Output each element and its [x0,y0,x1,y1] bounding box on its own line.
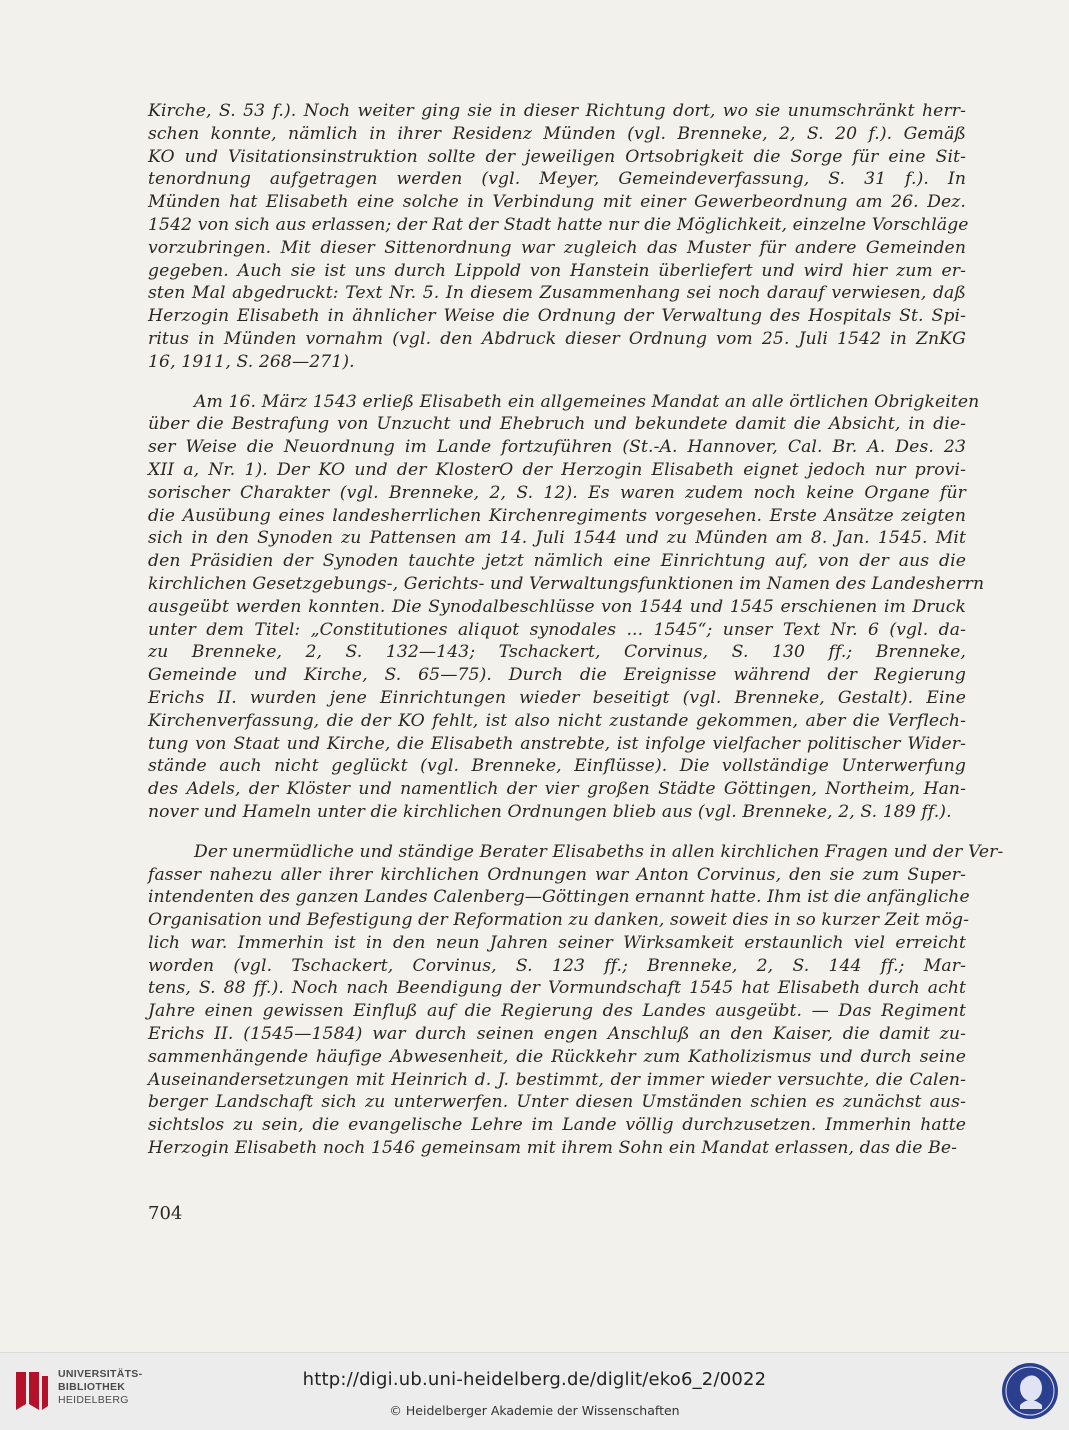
text-line: Kirchenverfassung, die der KO fehlt, ist also nicht zustande gekommen, aber die Verflech- [148,710,966,731]
text-line: schen konnte, nämlich in ihrer Residenz Münden (vgl. Brenneke, 2, S. 20 f.). Gemäß [148,123,966,144]
text-line: gegeben. Auch sie ist uns durch Lippold von Hanstein überliefert und wird hier zum er- [148,260,966,281]
text-line: ritus in Münden vornahm (vgl. den Abdruck dieser Ordnung vom 25. Juli 1542 in ZnKG [148,328,966,349]
library-name-line3: HEIDELBERG [58,1394,129,1406]
text-line: sorischer Charakter (vgl. Brenneke, 2, S. 12). Es waren zudem noch keine Organe für [148,482,966,503]
academy-emblem-icon[interactable] [1000,1361,1060,1421]
text-line: kirchlichen Gesetzgebungs-, Gerichts- und Verwaltungsfunktionen im Namen des Landesherrn [148,573,985,594]
text-line: Erichs II. (1545—1584) war durch seinen engen Anschluß an den Kaiser, die damit zu- [148,1024,966,1045]
text-line: tenordnung aufgetragen werden (vgl. Meyer, Gemeindeverfassung, S. 31 f.). In [148,169,966,190]
text-line: sichtslos zu sein, die evangelische Lehre im Lande völlig durchzusetzen. Immerhin hatte [148,1115,966,1136]
text-line: über die Bestrafung von Unzucht und Ehebruch und bekundete damit die Absicht, in die- [148,414,966,435]
library-name-line2: BIBLIOTHEK [58,1381,126,1393]
text-line: die Ausübung eines landesherrlichen Kirchenregiments vorgesehen. Erste Ansätze zeigten [148,505,966,526]
paragraph [148,841,1004,1160]
page-number: 704 [148,1203,183,1224]
text-line: den Präsidien der Synoden tauchte jetzt nämlich eine Einrichtung auf, von der aus die [148,551,966,572]
paragraph [148,391,985,824]
text-line: KO und Visitationsinstruktion sollte der jeweiligen Ortsobrigkeit die Sorge für eine Sit- [148,146,966,167]
text-line: sammenhängende häufige Abwesenheit, die Rückkehr zum Katholizismus und durch seine [148,1046,966,1067]
copyright-notice: © Heidelberger Akademie der Wissenschaften [389,1403,680,1418]
text-line: tens, S. 88 ff.). Noch nach Beendigung der Vormundschaft 1545 hat Elisabeth durch acht [148,978,966,999]
text-line: worden (vgl. Tschackert, Corvinus, S. 123 ff.; Brenneke, 2, S. 144 ff.; Mar- [148,955,966,976]
text-line: Herzogin Elisabeth in ähnlicher Weise die Ordnung der Verwaltung des Hospitals St. Spi- [148,306,966,327]
text-line: Am 16. März 1543 erließ Elisabeth ein allgemeines Mandat an alle örtlichen Obrigkeiten [194,391,980,412]
text-line: stände auch nicht geglückt (vgl. Brenneke, Einflüsse). Die vollständige Unterwerfung [148,756,966,777]
text-line: Der unermüdliche und ständige Berater Elisabeths in allen kirchlichen Fragen und der Ver- [194,841,1004,862]
text-line: unter dem Titel: „Constitutiones aliquot synodales ... 1545“; unser Text Nr. 6 (vgl. da- [148,619,966,640]
text-line: Herzogin Elisabeth noch 1546 gemeinsam mit ihrem Sohn ein Mandat erlassen, das die Be- [148,1138,958,1159]
text-line: berger Landschaft sich zu unterwerfen. Unter diesen Umständen schien es zunächst aus- [148,1092,966,1113]
text-line: fasser nahezu aller ihrer kirchlichen Ordnungen war Anton Corvinus, den sie zum Super- [148,864,966,885]
text-line: ser Weise die Neuordnung im Lande fortzuführen (St.-A. Hannover, Cal. Br. A. Des. 23 [148,437,966,458]
footer-bar [0,1352,1069,1430]
text-line: sich in den Synoden zu Pattensen am 14. Juli 1544 und zu Münden am 8. Jan. 1545. Mit [148,528,966,549]
text-line: XII a, Nr. 1). Der KO und der KlosterO der Herzogin Elisabeth eignet jedoch nur provi- [148,459,966,480]
text-line: 1542 von sich aus erlassen; der Rat der Stadt hatte nur die Möglichkeit, einzelne Vorschläge [148,214,969,235]
text-line: nover und Hameln unter die kirchlichen Ordnungen blieb aus (vgl. Brenneke, 2, S. 189 ff.). [148,801,952,822]
page-body [148,100,1004,1160]
library-name-line1: UNIVERSITÄTS- [58,1368,143,1380]
text-line: 16, 1911, S. 268—271). [148,351,355,372]
text-line: Münden hat Elisabeth eine solche in Verbindung mit einer Gewerbeordnung am 26. Dez. [148,192,966,213]
text-line: Kirche, S. 53 f.). Noch weiter ging sie in dieser Richtung dort, wo sie unumschränkt herr- [148,101,966,121]
text-line: Organisation und Befestigung der Reformation zu danken, soweit dies in so kurzer Zeit mög- [148,910,970,931]
text-line: zu Brenneke, 2, S. 132—143; Tschackert, Corvinus, S. 130 ff.; Brenneke, [148,642,966,663]
paragraph [148,100,969,374]
text-line: ausgeübt werden konnten. Die Synodalbeschlüsse von 1544 und 1545 erschienen im Druck [148,596,966,617]
text-line: Jahre einen gewissen Einfluß auf die Regierung des Landes ausgeübt. — Das Regiment [148,1001,966,1022]
permalink-url[interactable]: http://digi.ub.uni-heidelberg.de/diglit/eko6_2/0022 [302,1369,767,1390]
text-line: sten Mal abgedruckt: Text Nr. 5. In diesem Zusammenhang sei noch darauf verwiesen, daß [148,283,966,304]
text-line: intendenten des ganzen Landes Calenberg—Göttingen ernannt hatte. Ihm ist die anfängliche [148,887,970,908]
text-line: lich war. Immerhin ist in den neun Jahren seiner Wirksamkeit erstaunlich viel erreicht [148,932,966,953]
text-line: vorzubringen. Mit dieser Sittenordnung war zugleich das Muster für andere Gemeinden [148,237,966,258]
text-line: des Adels, der Klöster und namentlich der vier großen Städte Göttingen, Northeim, Han- [148,779,966,800]
text-line: Gemeinde und Kirche, S. 65—75). Durch die Ereignisse während der Regierung [148,665,966,686]
text-line: Auseinandersetzungen mit Heinrich d. J. bestimmt, der immer wieder versuchte, die Calen- [148,1069,966,1090]
text-line: tung von Staat und Kirche, die Elisabeth anstrebte, ist infolge vielfacher politischer Wider- [148,733,966,754]
text-line: Erichs II. wurden jene Einrichtungen wieder beseitigt (vgl. Brenneke, Gestalt). Eine [148,687,966,708]
